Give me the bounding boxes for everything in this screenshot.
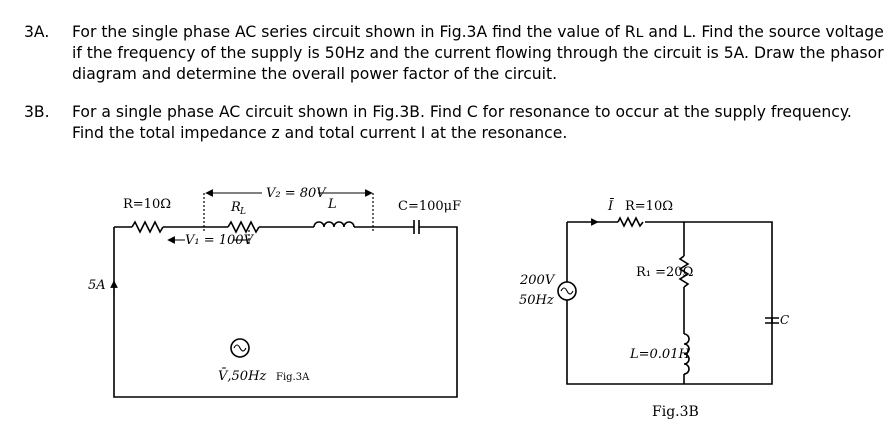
fig3b-current-label: Ī: [608, 199, 614, 214]
fig3b-r-label: R=10Ω: [625, 199, 674, 214]
fig3a-r-label: R=10Ω: [123, 197, 172, 212]
fig3a-caption: Fig.3A: [276, 372, 310, 383]
fig3b-c-label: C: [780, 313, 790, 327]
fig3a-v1-label: V₁ = 100V: [185, 233, 253, 248]
resistor-r: [618, 218, 643, 226]
fig-3a-circuit: [114, 193, 457, 397]
question-text: For a single phase AC circuit shown in Fig.3B. Find C for resonance to occur at the supply frequency. Find the total impedance z and total current I at the resonance.: [72, 103, 852, 142]
question-number: 3B.: [24, 103, 50, 121]
question-number: 3A.: [24, 23, 50, 41]
resistor-rl: [228, 222, 259, 232]
question-text: For the single phase AC series circuit shown in Fig.3A find the value of Rʟ and L. Find the source voltage if the frequency of the supply is 50Hz and the current flowing through the circuit is 5A. Draw the phasor diagram and determine the overall power factor of the circuit.: [72, 23, 884, 83]
resistor-r: [132, 222, 163, 232]
fig3b-voltage-label: 200V: [520, 273, 555, 288]
inductor-l: [314, 222, 354, 227]
fig3a-l-label: L: [328, 197, 337, 212]
fig3a-rl-label: R: [231, 200, 241, 215]
fig3b-r1-label: R₁ =20Ω: [636, 265, 694, 280]
fig3a-v2-label: V₂ = 80V: [266, 186, 326, 201]
fig3a-c-label: C=100μF: [398, 199, 462, 214]
fig3a-source-label: V̄,50Hz: [218, 369, 267, 384]
capacitor-c: [414, 220, 419, 234]
fig3b-caption: Fig.3B: [652, 404, 699, 420]
fig3b-freq-label: 50Hz: [519, 293, 554, 308]
fig3a-current-label: 5A: [88, 278, 106, 293]
fig3a-rl-sub: L: [240, 207, 246, 217]
fig3b-l-label: L=0.01H: [630, 347, 690, 362]
